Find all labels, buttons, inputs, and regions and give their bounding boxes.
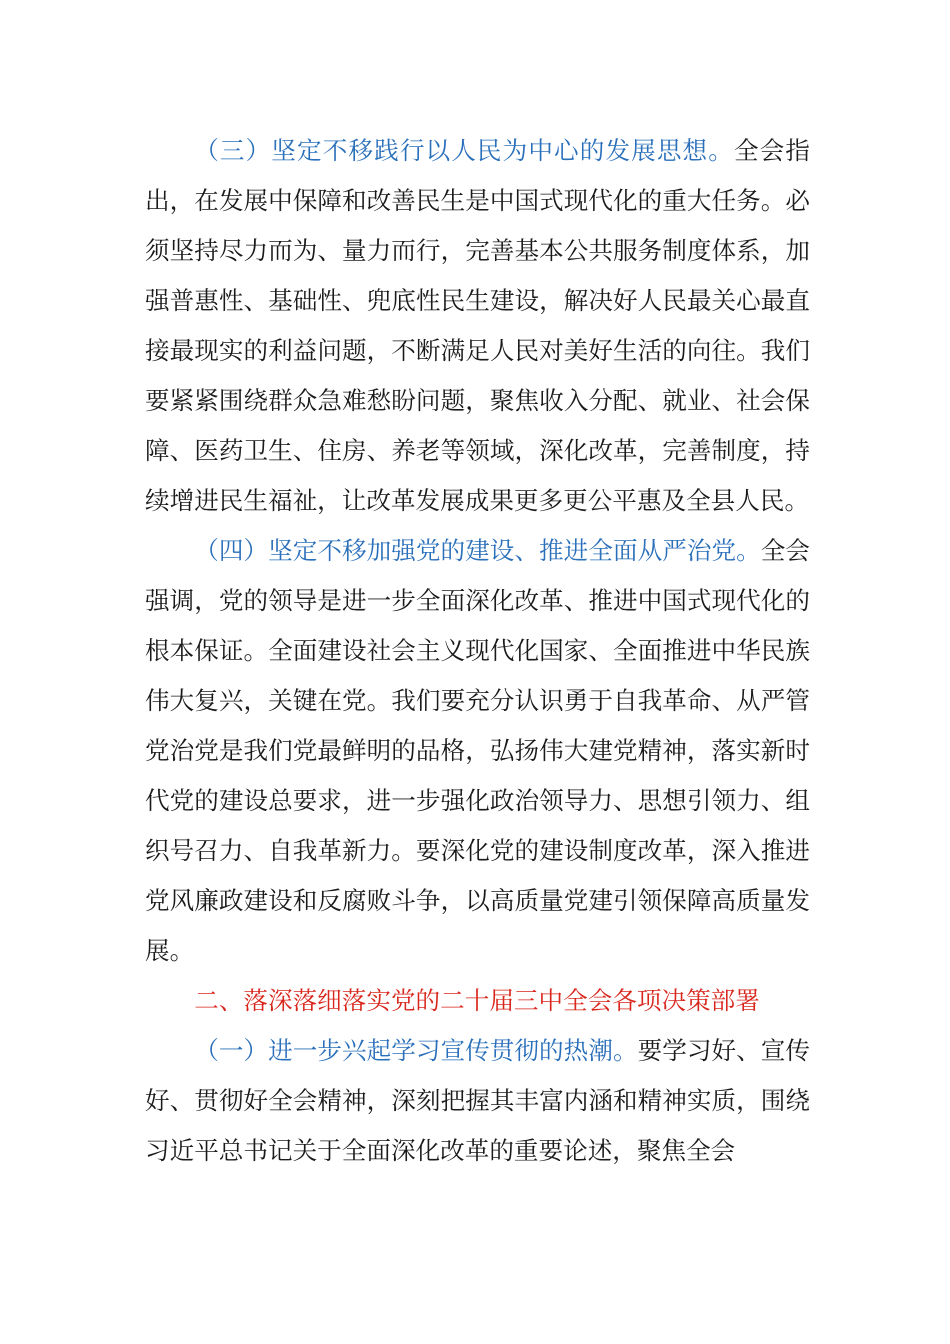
paragraph-three-body: 全会指出，在发展中保障和改善民生是中国式现代化的重大任务。必须坚持尽力而为、量力而行，完善基本公共服务制度体系，加强普惠性、基础性、兜底性民生建设，解决好人民最关心最直接最现实的利益问题，不断满足人民对美好生活的向往。我们要紧紧围绕群众急难愁盼问题，聚焦收入分配、就业、社会保障、医药卫生、住房、养老等领域，深化改革，完善制度，持续增进民生福祉，让改革发展成果更多更公平惠及全县人民。 — [145, 136, 810, 515]
paragraph-one — [145, 1026, 810, 1176]
document-body — [145, 126, 810, 1176]
subheading-three: （三）坚定不移践行以人民为中心的发展思想。 — [194, 136, 734, 165]
paragraph-one-body: 要学习好、宣传好、贯彻好全会精神，深刻把握其丰富内涵和精神实质，围绕习近平总书记关于全面深化改革的重要论述，聚焦全会 — [145, 1036, 810, 1165]
subheading-four: （四）坚定不移加强党的建设、推进全面从严治党。 — [194, 536, 761, 565]
paragraph-three — [145, 126, 810, 526]
subheading-one: （一）进一步兴起学习宣传贯彻的热潮。 — [194, 1036, 638, 1065]
paragraph-four-body: 全会强调，党的领导是进一步全面深化改革、推进中国式现代化的根本保证。全面建设社会主义现代化国家、全面推进中华民族伟大复兴，关键在党。我们要充分认识勇于自我革命、从严管党治党是我们党最鲜明的品格，弘扬伟大建党精神，落实新时代党的建设总要求，进一步强化政治领导力、思想引领力、组织号召力、自我革新力。要深化党的建设制度改革，深入推进党风廉政建设和反腐败斗争，以高质量党建引领保障高质量发展。 — [145, 536, 810, 965]
section-heading-two: 二、落深落细落实党的二十届三中全会各项决策部署 — [194, 986, 760, 1015]
paragraph-four — [145, 526, 810, 976]
